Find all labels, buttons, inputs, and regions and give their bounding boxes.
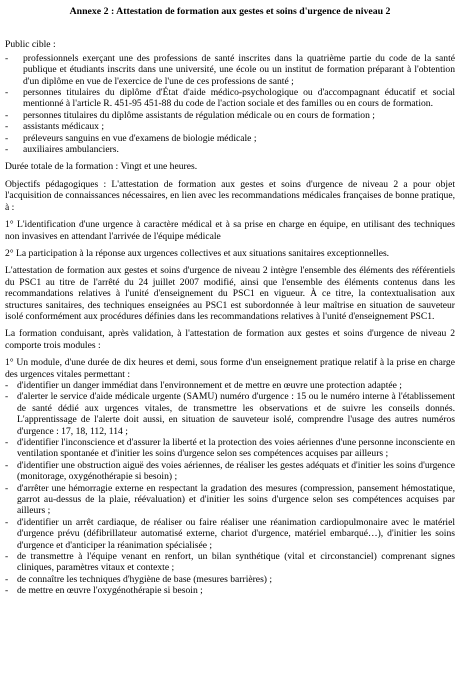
list-item: - professionnels exerçant une des professions de santé inscrites dans la quatrième partie du code de la santé publique et étudiants inscrits dans une université, une école ou un institut de formation préparant à l'obtention d'un diplôme en vue de l'exercice de l'une de ces professions de santé ;	[5, 53, 455, 87]
list-item: - préleveurs sanguins en vue d'examens de biologie médicale ;	[5, 133, 455, 144]
list-item: - d'alerter le service d'aide médicale urgente (SAMU) numéro d'urgence : 15 ou le numéro interne à l'établissement de santé dédié aux urgences vitales, de transmettre les observations et de suivre les conseils donnés. L'apprentissage de l'alerte doit aussi, en situation de sauveteur isolé, comprendre l'usage des autres numéros d'urgence : 17, 18, 112, 114 ;	[5, 391, 455, 437]
list-item: - de transmettre à l'équipe venant en renfort, un bilan synthétique (vital et circonstanciel) comprenant signes cliniques, paramètres vitaux et contexte ;	[5, 551, 455, 574]
list-item: - auxiliaires ambulanciers.	[5, 144, 455, 155]
list-item: - d'identifier une obstruction aiguë des voies aériennes, de réaliser les gestes adéquats et d'initier les soins d'urgence (monitorage, oxygénothérapie si besoin) ;	[5, 460, 455, 483]
list-item: - d'identifier un arrêt cardiaque, de réaliser ou faire réaliser une réanimation cardiopulmonaire avec le matériel d'urgence prévu (défibrillateur automatisé externe, chariot d'urgence, matériel embarqué…), d'initier les soins d'urgence et d'anticiper la réanimation spécialisée ;	[5, 517, 455, 551]
module-1-list	[5, 380, 455, 597]
list-item: - de connaître les techniques d'hygiène de base (mesures barrières) ;	[5, 574, 455, 585]
list-item: - personnes titulaires du diplôme assistants de régulation médicale ou en cours de formation ;	[5, 110, 455, 121]
list-item: - personnes titulaires du diplôme d'État d'aide médico-psychologique ou d'accompagnant éducatif et social mentionné à l'article R. 451-95 451-88 du code de l'action sociale et des familles ou en cours de formation.	[5, 87, 455, 110]
objective-2: 2° La participation à la réponse aux urgences collectives et aux situations sanitaires exceptionnelles.	[5, 247, 390, 259]
list-item: - assistants médicaux ;	[5, 121, 455, 132]
objective-1: 1° L'identification d'une urgence à caractère médical et à sa prise en charge en équipe, en utilisant des techniques non invasives en attendant l'arrivée de l'équipe médicale	[5, 219, 455, 242]
modules-intro: La formation conduisant, après validation, à l'attestation de formation aux gestes et soins d'urgence de niveau 2 comporte trois modules :	[5, 328, 455, 351]
list-item: - de mettre en œuvre l'oxygénothérapie si besoin ;	[5, 585, 455, 596]
module-1-intro: 1° Un module, d'une durée de dix heures et demi, sous forme d'un enseignement pratique relatif à la prise en charge des urgences vitales permettant :	[5, 357, 455, 380]
list-item: - d'identifier un danger immédiat dans l'environnement et de mettre en œuvre une protection adaptée ;	[5, 380, 455, 391]
objectives-paragraph: Objectifs pédagogiques : L'attestation de formation aux gestes et soins d'urgence de niveau 2 a pour objet l'acquisition de connaissances nécessaires, en lien avec les recommandations médicales françaises de bonne pratique, à :	[5, 178, 455, 213]
list-item: - d'arrêter une hémorragie externe en respectant la gradation des mesures (compression, pansement hémostatique, garrot au-dessus de la plaie, réévaluation) et d'initier les soins d'urgence selon ses compétences acquises par ailleurs ;	[5, 483, 455, 517]
list-item: - d'identifier l'inconscience et d'assurer la liberté et la protection des voies aériennes d'une personne inconsciente en ventilation spontanée et d'initier les soins d'urgence selon ses compétences acquises par ailleurs ;	[5, 437, 455, 460]
public-label: Public cible :	[5, 39, 56, 51]
integration-paragraph: L'attestation de formation aux gestes et soins d'urgence de niveau 2 intègre l'ensemble des éléments des référentiels du PSC1 au titre de l'arrêté du 24 juillet 2007 modifié, ainsi que l'ensemble des éléments contenus dans les recommandations relatives à l'unité d'enseignement du PSC1 en vigueur. À ce titre, la contextualisation aux structures sanitaires, des techniques enseignées au PSC1 est subordonnée à leur maîtrise en situation de sauveteur isolé conformément aux procédures définies dans les recommandations relatives à l'unité d'enseignement PSC1.	[5, 265, 455, 322]
public-list	[5, 53, 455, 156]
duration-paragraph: Durée totale de la formation : Vingt et une heures.	[5, 161, 198, 173]
page-title: Annexe 2 : Attestation de formation aux gestes et soins d'urgence de niveau 2	[69, 6, 391, 17]
